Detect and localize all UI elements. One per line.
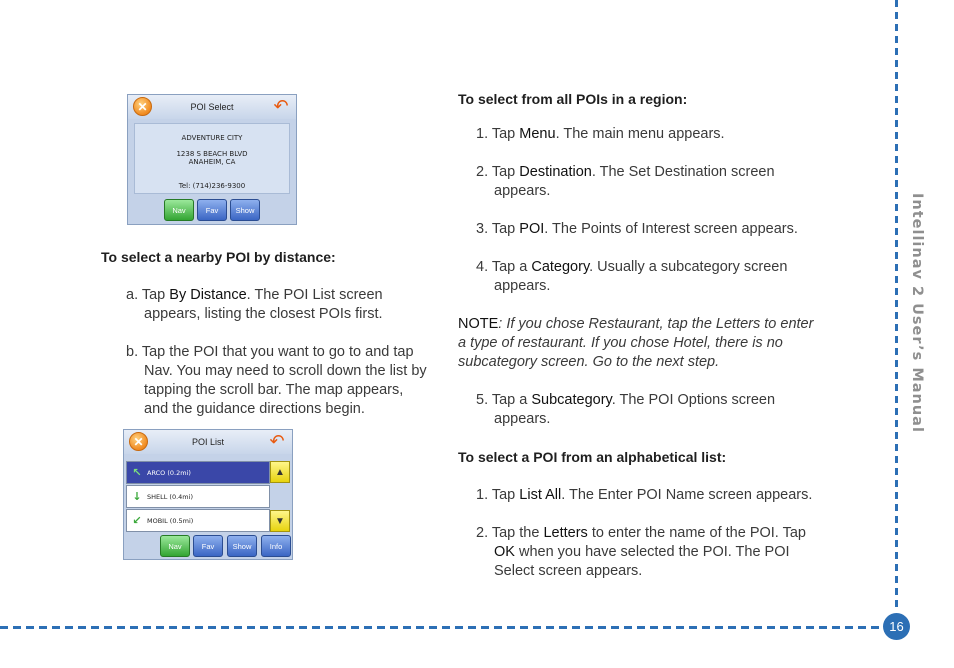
alpha-step-2: 2. Tap the Letters to enter the name of the POI. Tap: [476, 525, 806, 541]
step-3: 3. Tap POI. The Points of Interest screen appears.: [476, 221, 798, 237]
arrow-down-left-icon: ↙: [132, 514, 142, 527]
region-heading: To select from all POIs in a region:: [458, 91, 688, 107]
by-distance-label: By Distance: [169, 287, 247, 303]
poi-name: ADVENTURE CITY: [181, 134, 243, 142]
poi-select-screenshot: [127, 94, 297, 225]
poi-select-titlebar: [128, 95, 296, 119]
note-label: NOTE: [458, 316, 499, 332]
show-button: Show: [227, 535, 257, 557]
poi-tel: Tel: (714)236-9300: [178, 182, 246, 190]
step-b-line1: b. Tap the POI that you want to go to and tap: [126, 344, 414, 360]
nearby-heading: To select a nearby POI by distance:: [101, 249, 336, 265]
alphabetical-heading: To select a POI from an alphabetical list:: [458, 449, 727, 465]
step-b-line3: tapping the scroll bar. The map appears,: [144, 382, 404, 398]
list-item-label: SHELL (0.4mi): [147, 492, 193, 501]
step-5-line2: appears.: [494, 411, 551, 427]
step-a-line2: appears, listing the closest POIs first.: [144, 306, 383, 322]
fav-button: Fav: [197, 199, 227, 221]
poi-details-panel: [134, 123, 290, 194]
note-line1: NOTE: If you chose Restaurant, tap the Letters to enter: [458, 316, 814, 332]
list-item: [126, 485, 270, 508]
list-item-label: ARCO (0.2mi): [147, 468, 191, 477]
alpha-step-2-line3: Select screen appears.: [494, 563, 643, 579]
back-arrow-icon: ↶: [269, 431, 285, 451]
back-arrow-icon: ↶: [273, 96, 289, 116]
fav-button: Fav: [193, 535, 223, 557]
bottom-dashed-border: [0, 626, 882, 629]
poi-list-titlebar: [124, 430, 292, 454]
show-button: Show: [230, 199, 260, 221]
right-dashed-border: [895, 0, 898, 610]
nav-button: Nav: [160, 535, 190, 557]
manual-title-vertical: Intellinav 2 User’s Manual: [909, 193, 925, 433]
alpha-step-2-line2: OK when you have selected the POI. The POI: [494, 544, 790, 560]
arrow-up-left-icon: ↖: [132, 466, 142, 479]
list-item-label: MOBIL (0.5mi): [147, 516, 194, 525]
step-4: 4. Tap a Category. Usually a subcategory screen: [476, 259, 788, 275]
poi-address1: 1238 S BEACH BLVD: [176, 150, 248, 158]
close-icon: ✕: [129, 432, 148, 451]
step-a-line1: a. Tap By Distance. The POI List screen: [126, 287, 383, 303]
page-number: 16: [883, 613, 910, 640]
scroll-up-icon: ▲: [270, 461, 290, 483]
note-line3: subcategory screen. Go to the next step.: [458, 354, 720, 370]
poi-list-title: POI List: [191, 437, 224, 447]
step-b-line2: Nav. You may need to scroll down the list by: [144, 363, 427, 379]
step-2: 2. Tap Destination. The Set Destination screen: [476, 164, 775, 180]
note-line2: a type of restaurant. If you chose Hotel, there is no: [458, 335, 783, 351]
poi-select-title: POI Select: [190, 102, 234, 112]
step-4-line2: appears.: [494, 278, 551, 294]
alpha-step-1: 1. Tap List All. The Enter POI Name screen appears.: [476, 487, 813, 503]
info-button: Info: [261, 535, 291, 557]
close-icon: ✕: [133, 97, 152, 116]
list-item: [126, 461, 270, 484]
list-item: [126, 509, 270, 532]
step-5: 5. Tap a Subcategory. The POI Options screen: [476, 392, 776, 408]
scroll-down-icon: ▼: [270, 510, 290, 532]
step-b-line4: and the guidance directions begin.: [144, 401, 365, 417]
poi-address2: ANAHEIM, CA: [188, 158, 236, 166]
arrow-down-icon: ↓: [132, 490, 142, 503]
step-1: 1. Tap Menu. The main menu appears.: [476, 126, 725, 142]
poi-list-screenshot: [123, 429, 293, 560]
step-2-line2: appears.: [494, 183, 551, 199]
nav-button: Nav: [164, 199, 194, 221]
